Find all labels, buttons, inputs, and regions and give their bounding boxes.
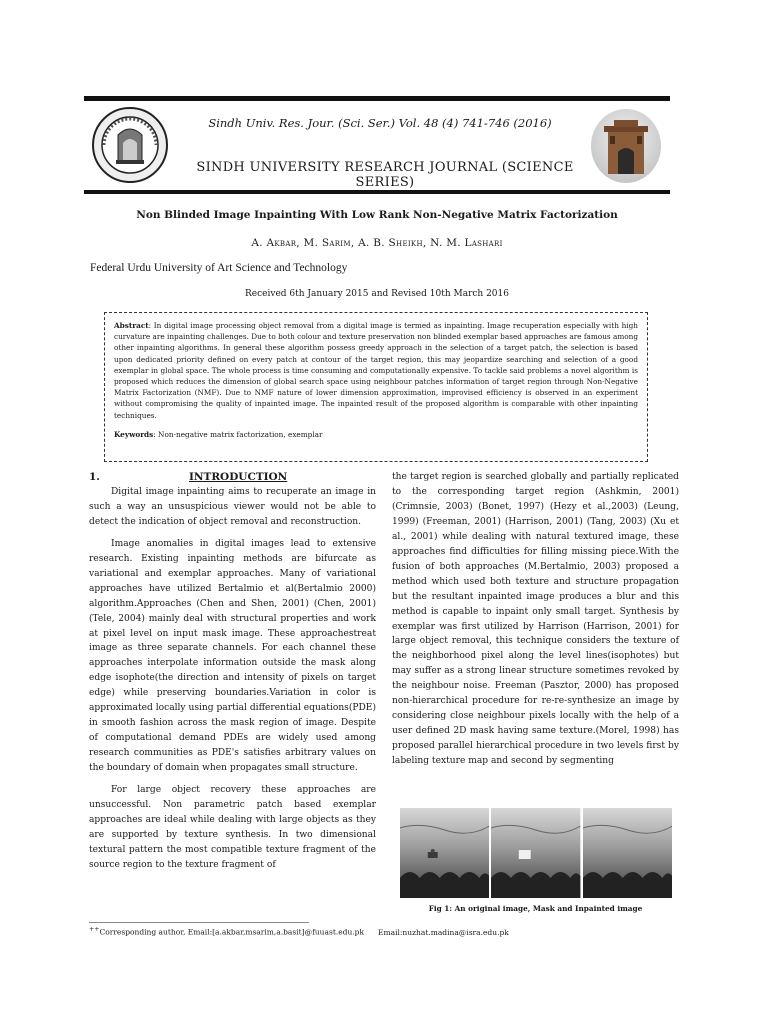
figure-caption: Fig 1: An original image, Mask and Inpainted image — [428, 904, 643, 913]
paper-authors: A. Akbar, M. Sarim, A. B. Sheikh, N. M. Lashari — [251, 237, 503, 249]
keywords-label: Keywords — [114, 429, 154, 439]
footnote — [89, 926, 679, 937]
received-dates: Received 6th January 2015 and Revised 10th March 2016 — [245, 289, 509, 299]
intro-paragraph-2: Image anomalies in digital images lead to extensive research. Existing inpainting methods are bifurcate as variational and exemplar approaches. Many of variational approaches have utilized Bertalmio et al(Bertalmio 2000) algorithm.Approaches (Chen and Shen, 2001) (Chen, 2001) (Tele, 2004) mainly deal with structural properties and work at pixel level on input mask image. These approachestreat image as three separate channels. For each channel these approaches interpolate information outside the mask along edge isophote(the direction and intensity of pixels on target edge) while preserving boundaries.Variation in color is approximated locally using partial differential equations(PDE) in smooth fashion across the mask region of image. Despite of computational demand PDEs are widely used among research communities as PDE's satisfies arbitrary values on the boundary of domain when propagates small structure. — [89, 538, 376, 774]
left-column — [89, 470, 376, 873]
figure-original-image — [400, 808, 489, 898]
intro-paragraph-3: For large object recovery these approaches are unsuccessful. Non parametric patch based exemplar approaches are ideal while dealing with large objects as they are supported by texture synthesis. In two dimensional textural pattern the most compatible texture fragment of the source region to the texture fragment of — [89, 785, 376, 870]
figure-inpainted-image — [583, 808, 672, 898]
header-bottom-rule — [84, 190, 670, 194]
university-seal-logo — [90, 105, 170, 185]
journal-name-text: SINDH UNIVERSITY RESEARCH JOURNAL (SCIENCE SERIES) — [180, 160, 590, 192]
section-number: 1. — [89, 471, 100, 483]
section-title: INTRODUCTION — [189, 471, 288, 483]
footnote-marker: ++ — [89, 926, 100, 933]
journal-name — [180, 160, 590, 192]
header-top-rule — [84, 96, 670, 101]
footnote-rule — [89, 922, 309, 923]
right-column — [392, 470, 679, 769]
paper-title: Non Blinded Image Inpainting With Low Rank Non-Negative Matrix Factorization — [136, 209, 618, 221]
journal-citation: Sindh Univ. Res. Jour. (Sci. Ser.) Vol. 48 (4) 741-746 (2016) — [208, 116, 552, 130]
figure-mask-image — [491, 808, 580, 898]
abstract-label: Abstract — [114, 321, 149, 330]
keywords-text: : Non-negative matrix factorization, exemplar — [153, 429, 323, 439]
section-heading — [89, 470, 376, 485]
university-gate-photo — [590, 108, 662, 184]
footnote-email-1: Corresponding author, Email:[a.akbar,msarim,a.basit]@fuuast.edu.pk — [99, 927, 365, 937]
abstract-box — [104, 312, 648, 462]
intro-paragraph-continued: the target region is searched globally and partially replicated to the corresponding target region (Ashkmin, 2001) (Crimnsie, 2003) (Bonet, 1997) (Hezy et al.,2003) (Leung, 1999) (Freeman, 2001) (Harrison, 2001) (Tang, 2003) (Xu et al., 2001) while dealing with natural textured image, these approaches find difficulties for filling missing piece.With the fusion of both approaches (M.Bertalmio, 2003) proposed a method which used both texture and structure propagation but the resultant inpainted image produces a blur and this method is capable to inpaint only small target. Synthesis by exemplar was first utilized by Harrison (Harrison, 2001) for large object removal, this technique considers the texture of the neighborhood pixel along the level lines(isophotes) but may suffer as a strong linear structure sometimes revoked by the neighbour noise. Freeman (Pasztor, 2000) has proposed non-hierarchical procedure for re-re-synthesize an image by considering close neighbour pixels locally with the help of a user defined 2D mask having same texture.(Morel, 1998) has proposed parallel hierarchical procedure in two levels first by labeling texture map and second by segmenting — [392, 472, 679, 767]
keywords-line — [114, 429, 638, 440]
footnote-email-2: Email:nuzhat.madina@isra.edu.pk — [378, 927, 509, 937]
paper-affiliation: Federal Urdu University of Art Science and Technology — [90, 262, 348, 274]
intro-paragraph-1: Digital image inpainting aims to recuperate an image in such a way an unsuspicious viewer would not be able to detect the indication of object removal and reconstruction. — [89, 486, 376, 527]
abstract-paragraph — [114, 320, 638, 421]
abstract-body: : In digital image processing object removal from a digital image is termed as inpainting. Image recuperation especially with high curvature are inpainting challenges. Due to both colour and texture preservation non blinded exemplar based approaches are famous among other inpainting algorithms. In general these algorithm possess greedy approach in the selection of a target patch, the selection is based upon dedicated priority defined on every patch at contour of the target region, this may jeopardize searching and selection of a good exemplar in global space. The whole process is time consuming and computationally expensive. To tackle said problems a novel algorithm is proposed which reduces the dimension of global search space using neighbour patches information of target region through Non-Negative Matrix Factorization (NMF). Due to NMF nature of lower dimension approximation, improvised efficiency is observed in an experiment without compromising the quality of inpainted image. The inpainted result of the proposed algorithm is comparable with other inpainting techniques. — [114, 321, 638, 420]
figure-1-images — [400, 808, 672, 898]
